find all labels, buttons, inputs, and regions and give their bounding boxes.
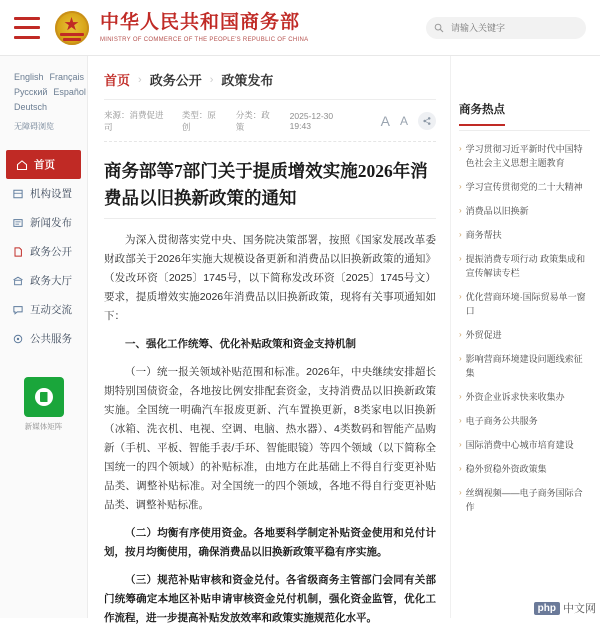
- sidebar-item-organization[interactable]: [0, 179, 87, 208]
- list-item[interactable]: [459, 199, 590, 223]
- search-icon: [434, 23, 444, 33]
- building-icon: [12, 188, 24, 200]
- rail-divider: [459, 130, 590, 131]
- rail-item-label: 外贸促进: [465, 330, 502, 340]
- meta-type: 类型：原创: [181, 110, 216, 132]
- qr-caption: 新媒体矩阵: [24, 422, 63, 431]
- lang-espanol[interactable]: Español: [53, 87, 86, 97]
- hamburger-bar: [14, 26, 40, 29]
- breadcrumb-item-government-affairs[interactable]: 政务公开: [149, 73, 202, 88]
- watermark-php: php: [534, 602, 560, 615]
- article-paragraph: （一）统一报关领域补贴范围和标准。2026年，中央继续安排超长期特别国债资金，各地按比例安排配套资金，支持消费品以旧换新政策实施。全国统一明确汽车报废更新、汽车置换更新，8类家电以旧换新（冰箱、洗衣机、电视、空调、电脑、热水器）、4类数码和智能产品购新（手机、平板、智能手表/手环、智能眼镜）等四个领域（以下简称全国统一的四个领域）的补贴标准，由地方在此基础上不得自行变更补贴品类、调整补贴标准。对全国统一的四个领域，各地不得自行变更补贴品类、调整补贴标准。: [104, 366, 436, 511]
- search-input[interactable]: [449, 22, 578, 34]
- sidebar-item-public-service[interactable]: [0, 324, 87, 353]
- rail-title: 商务热点: [459, 101, 505, 126]
- watermark-cn: 中文网: [563, 603, 596, 615]
- sidebar-item-label: 机构设置: [30, 188, 72, 200]
- sidebar-item-news[interactable]: [0, 208, 87, 237]
- language-row: [14, 100, 79, 115]
- chevron-right-icon: ›: [459, 464, 462, 473]
- article-section-heading: 一、强化工作统筹、优化补贴政策和资金支持机制: [125, 338, 356, 350]
- left-sidebar: [0, 56, 88, 618]
- chevron-right-icon: ›: [459, 144, 462, 153]
- sidebar-item-label: 首页: [34, 159, 55, 171]
- list-item[interactable]: [459, 247, 590, 285]
- home-icon: [16, 159, 28, 171]
- hamburger-icon[interactable]: [14, 17, 40, 39]
- rail-item-label: 影响营商环境建设问题线索征集: [465, 354, 583, 378]
- article-body: [104, 231, 436, 628]
- rail-item-label: 国际消费中心城市培育建设: [465, 440, 574, 450]
- list-item[interactable]: [459, 175, 590, 199]
- breadcrumb-separator: ›: [138, 73, 142, 86]
- chevron-right-icon: ›: [459, 354, 462, 363]
- sidebar-item-interaction[interactable]: [0, 295, 87, 324]
- list-item[interactable]: [459, 409, 590, 433]
- sidebar-item-label: 政务大厅: [30, 275, 72, 287]
- chevron-right-icon: ›: [459, 292, 462, 301]
- sidebar-item-label: 新闻发布: [30, 217, 72, 229]
- list-item[interactable]: [459, 285, 590, 323]
- sidebar-item-label: 公共服务: [30, 333, 72, 345]
- rail-item-label: 学习宣传贯彻党的二十大精神: [465, 182, 583, 192]
- language-row: [14, 70, 85, 85]
- sidebar-item-government-affairs[interactable]: [0, 237, 87, 266]
- rail-item-label: 外资企业诉求快来收集办: [465, 392, 565, 402]
- breadcrumb-separator: ›: [209, 73, 214, 86]
- list-item[interactable]: [459, 457, 590, 481]
- list-item[interactable]: [459, 347, 590, 385]
- search-box[interactable]: [426, 17, 586, 39]
- sidebar-nav: [0, 150, 87, 353]
- list-item[interactable]: [459, 481, 590, 519]
- main-region: [88, 56, 600, 624]
- rail-item-label: 学习贯彻习近平新时代中国特色社会主义思想主题教育: [465, 144, 583, 168]
- list-item[interactable]: [459, 223, 590, 247]
- article-section-heading: （三）规范补贴审核和资金兑付。各省级商务主管部门会同有关部门统筹确定本地区补贴申请审核资金兑付机制，强化资金监管，优化工作流程，进一步提高补贴发放效率和政策实施规范化水平。: [104, 574, 436, 624]
- lang-english[interactable]: English: [14, 72, 44, 82]
- chevron-right-icon: ›: [459, 392, 462, 401]
- emblem-star: ★: [64, 15, 80, 33]
- hamburger-bar: [14, 17, 40, 20]
- lang-deutsch[interactable]: Deutsch: [14, 102, 48, 112]
- wechat-qr-icon[interactable]: [24, 377, 64, 417]
- list-item[interactable]: [459, 385, 590, 409]
- rail-item-label: 优化营商环境·国际贸易单一窗口: [465, 292, 586, 316]
- sidebar-item-label: 互动交流: [30, 304, 72, 316]
- share-button[interactable]: [418, 112, 436, 130]
- language-row: [14, 85, 86, 100]
- list-item[interactable]: [459, 433, 590, 457]
- news-icon: [12, 217, 24, 229]
- rail-item-label: 提振消费专项行动 政策集成和宣传解读专栏: [465, 254, 586, 278]
- national-emblem-icon: [52, 8, 92, 48]
- chevron-right-icon: ›: [459, 330, 462, 339]
- meta-category: 分类：政策: [235, 110, 270, 132]
- emblem-bar-top: [60, 33, 84, 36]
- accessibility-link[interactable]: 无障碍浏览: [14, 122, 54, 131]
- site-title-cn: 中华人民共和国商务部: [100, 12, 301, 33]
- sidebar-item-label: 政务公开: [30, 246, 72, 258]
- font-size-large-button[interactable]: A: [380, 113, 390, 129]
- share-icon: [422, 116, 432, 126]
- list-item[interactable]: [459, 323, 590, 347]
- language-switcher: [0, 64, 87, 142]
- rail-item-label: 稳外贸稳外资政策集: [465, 464, 547, 474]
- article-paragraph: 为深入贯彻落实党中央、国务院决策部署，按照《国家发展改革委 财政部关于2026年实施大规模设备更新和消费品以旧换新政策的通知》（发改环资〔2025〕1745号，以下简称发改环资〔2025〕1745号文）要求，提质增效实施2026年消费品以旧换新政策，现将有关事项通知如下：: [104, 234, 436, 322]
- chevron-right-icon: ›: [459, 230, 462, 239]
- page-title: 商务部等7部门关于提质增效实施2026年消费品以旧换新政策的通知: [104, 161, 428, 208]
- breadcrumb: [104, 70, 436, 100]
- rail-item-label: 电子商务公共服务: [465, 416, 538, 426]
- chevron-right-icon: ›: [459, 182, 462, 191]
- rail-item-label: 丝绸视频——电子商务国际合作: [465, 488, 583, 512]
- list-item[interactable]: [459, 137, 590, 175]
- watermark: [534, 600, 596, 616]
- right-rail: [450, 56, 600, 618]
- service-icon: [12, 333, 24, 345]
- breadcrumb-item-home[interactable]: 首页: [104, 73, 131, 88]
- article-column: [88, 56, 450, 624]
- chevron-right-icon: ›: [459, 440, 462, 449]
- rail-item-label: 商务帮扶: [465, 230, 502, 240]
- chevron-right-icon: ›: [459, 488, 462, 497]
- breadcrumb-item-policy-release[interactable]: 政策发布: [221, 73, 274, 88]
- sidebar-item-service-hall[interactable]: [0, 266, 87, 295]
- site-title-block: [100, 12, 308, 43]
- sidebar-item-home[interactable]: [6, 150, 81, 179]
- article-meta: [104, 100, 436, 142]
- rail-item-label: 消费品以旧换新: [465, 206, 529, 216]
- chat-icon: [12, 304, 24, 316]
- document-icon: [12, 246, 24, 258]
- hamburger-bar: [14, 36, 40, 39]
- qr-block[interactable]: [21, 377, 67, 432]
- article-section-heading: （二）均衡有序使用资金。各地要科学制定补贴资金使用和兑付计划，按月均衡使用，确保消费品以旧换新政策平稳有序实施。: [104, 527, 436, 558]
- chevron-right-icon: ›: [459, 254, 462, 263]
- meta-source: 来源：消费促进司: [104, 110, 164, 132]
- emblem-bar-bottom: [63, 38, 81, 41]
- font-size-small-button[interactable]: A: [399, 114, 408, 128]
- chevron-right-icon: ›: [459, 416, 462, 425]
- article-tools: [381, 112, 436, 130]
- title-divider: [104, 218, 436, 219]
- meta-date: 2025-12-30 19:43: [289, 111, 334, 131]
- lang-francais[interactable]: Français: [49, 72, 85, 82]
- hall-icon: [12, 275, 24, 287]
- page-body: [0, 56, 600, 624]
- lang-russian[interactable]: Русский: [14, 87, 48, 97]
- site-header: [0, 0, 600, 56]
- chevron-right-icon: ›: [459, 206, 462, 215]
- site-title-en: MINISTRY OF COMMERCE OF THE PEOPLE'S REPUBLIC OF CHINA: [100, 37, 309, 43]
